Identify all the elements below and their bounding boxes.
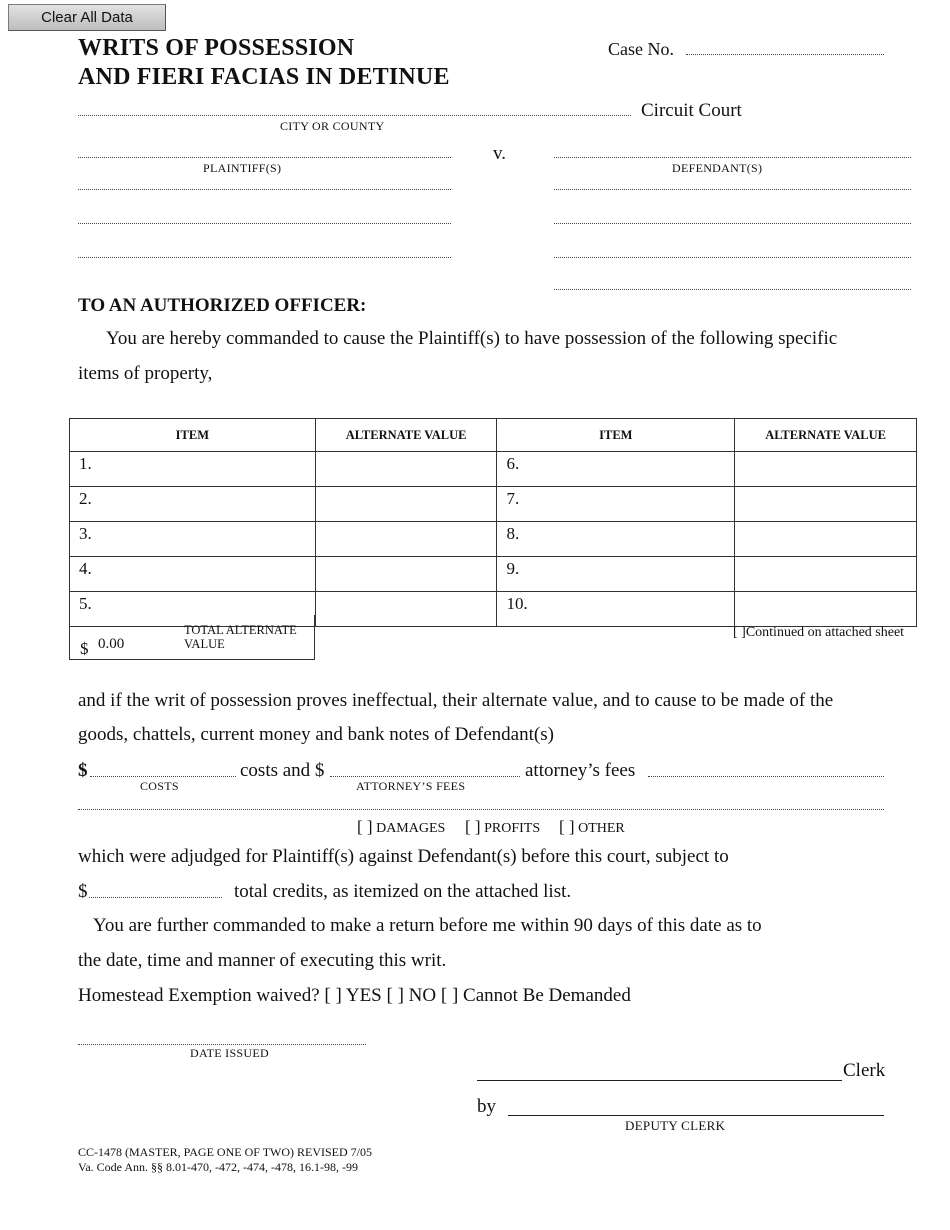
- footer-code-reference: Va. Code Ann. §§ 8.01-470, -472, -474, -478, 16.1-98, -99: [78, 1160, 358, 1174]
- homestead-yes-checkbox[interactable]: [ ]: [324, 985, 342, 1006]
- other-option: [559, 817, 625, 837]
- alternate-value-cell[interactable]: [735, 452, 917, 487]
- deputy-clerk-caption: DEPUTY CLERK: [625, 1118, 726, 1133]
- item-cell[interactable]: 2.: [70, 487, 316, 522]
- item-cell[interactable]: 6.: [497, 452, 735, 487]
- other-label: OTHER: [578, 821, 625, 836]
- item-cell[interactable]: 4.: [70, 557, 316, 592]
- by-label: by: [477, 1096, 496, 1117]
- body-line-4: which were adjudged for Plaintiff(s) against Defendant(s) before this court, subject to: [78, 846, 729, 867]
- defendant-input-2[interactable]: [554, 189, 911, 190]
- total-alternate-value-caption: [184, 623, 297, 651]
- other-checkbox[interactable]: [ ]: [559, 817, 575, 836]
- table-row: [70, 487, 917, 522]
- column-header-item: ITEM: [497, 419, 735, 452]
- item-cell[interactable]: 1.: [70, 452, 316, 487]
- alternate-value-cell[interactable]: [735, 522, 917, 557]
- defendant-input-5[interactable]: [554, 289, 911, 290]
- costs-input[interactable]: [90, 776, 236, 777]
- additional-amount-input[interactable]: [78, 809, 884, 810]
- attorneys-fees-extra-input[interactable]: [648, 776, 884, 777]
- homestead-yes-label: YES: [345, 985, 382, 1006]
- total-credits-label: total credits, as itemized on the attached list.: [234, 881, 572, 902]
- costs-caption: COSTS: [140, 779, 179, 793]
- alternate-value-cell[interactable]: [315, 522, 497, 557]
- alternate-value-cell[interactable]: [315, 452, 497, 487]
- item-cell[interactable]: 3.: [70, 522, 316, 557]
- item-cell[interactable]: 5.: [70, 592, 316, 627]
- property-items-table: [69, 418, 917, 627]
- defendant-caption: DEFENDANT(S): [672, 161, 763, 175]
- total-alternate-value[interactable]: 0.00: [98, 636, 125, 652]
- damages-option: [357, 817, 445, 837]
- body-line-2: goods, chattels, current money and bank notes of Defendant(s): [78, 724, 554, 745]
- command-paragraph-line-1: You are hereby commanded to cause the Plaintiff(s) to have possession of the following specific: [106, 328, 838, 349]
- plaintiff-input-2[interactable]: [78, 189, 451, 190]
- homestead-cannot-checkbox[interactable]: [ ]: [440, 985, 459, 1006]
- attorneys-fees-label: attorney’s fees: [525, 760, 636, 781]
- total-caption-line-2: VALUE: [184, 637, 225, 651]
- command-paragraph-line-2: items of property,: [78, 363, 213, 384]
- item-cell[interactable]: 7.: [497, 487, 735, 522]
- item-cell[interactable]: 8.: [497, 522, 735, 557]
- defendant-input-3[interactable]: [554, 223, 911, 224]
- column-header-alternate-value: ALTERNATE VALUE: [315, 419, 497, 452]
- costs-dollar-sign: $: [78, 760, 88, 781]
- item-cell[interactable]: 9.: [497, 557, 735, 592]
- alternate-value-cell[interactable]: [735, 487, 917, 522]
- alternate-value-cell[interactable]: [315, 592, 497, 627]
- alternate-value-cell[interactable]: [315, 557, 497, 592]
- form-footer: [78, 1145, 372, 1175]
- plaintiff-input-4[interactable]: [78, 257, 451, 258]
- body-line-1: and if the writ of possession proves ineffectual, their alternate value, and to cause to be made of the: [78, 690, 834, 711]
- deputy-clerk-signature-line[interactable]: [508, 1115, 884, 1116]
- form-title: [78, 34, 450, 92]
- homestead-exemption-row: [78, 984, 631, 1008]
- alternate-value-cell[interactable]: [735, 557, 917, 592]
- homestead-cannot-label: Cannot Be Demanded: [463, 985, 631, 1006]
- table-row: [70, 522, 917, 557]
- city-or-county-input[interactable]: [78, 115, 631, 116]
- homestead-no-checkbox[interactable]: [ ]: [386, 985, 404, 1006]
- plaintiff-caption: PLAINTIFF(S): [203, 161, 282, 175]
- damages-label: DAMAGES: [376, 821, 446, 836]
- column-header-item: ITEM: [70, 419, 316, 452]
- alternate-value-cell[interactable]: [315, 487, 497, 522]
- title-line-2: AND FIERI FACIAS IN DETINUE: [78, 64, 450, 90]
- case-no-label: Case No.: [608, 39, 674, 59]
- profits-option: [465, 817, 540, 837]
- credits-dollar-sign: $: [78, 881, 88, 902]
- attorney-fees-input[interactable]: [330, 776, 520, 777]
- defendant-input-1[interactable]: [554, 157, 911, 158]
- damages-checkbox[interactable]: [ ]: [357, 817, 373, 836]
- body-line-7: the date, time and manner of executing this writ.: [78, 950, 447, 971]
- attorney-fees-caption: ATTORNEY’S FEES: [356, 779, 466, 793]
- versus-label: v.: [493, 143, 507, 164]
- circuit-court-label: Circuit Court: [641, 100, 742, 121]
- clear-all-data-button[interactable]: Clear All Data: [8, 4, 166, 31]
- column-header-alternate-value: ALTERNATE VALUE: [735, 419, 917, 452]
- total-credits-input[interactable]: [89, 897, 222, 898]
- footer-form-number: CC-1478 (MASTER, PAGE ONE OF TWO) REVISED 7/05: [78, 1145, 373, 1159]
- continued-checkbox[interactable]: [ ]: [733, 625, 746, 640]
- date-issued-input[interactable]: [78, 1044, 366, 1045]
- date-issued-caption: DATE ISSUED: [190, 1046, 269, 1060]
- table-row: [70, 557, 917, 592]
- case-no-input[interactable]: [686, 54, 884, 55]
- item-cell[interactable]: 10.: [497, 592, 735, 627]
- homestead-question: Homestead Exemption waived?: [78, 985, 320, 1006]
- total-caption-line-1: TOTAL ALTERNATE: [184, 623, 297, 637]
- clerk-label: Clerk: [843, 1060, 886, 1081]
- title-line-1: WRITS OF POSSESSION: [78, 35, 355, 61]
- defendant-input-4[interactable]: [554, 257, 911, 258]
- clerk-signature-line[interactable]: [477, 1080, 842, 1081]
- total-alternate-value-box: [69, 615, 315, 660]
- body-line-6: You are further commanded to make a return before me within 90 days of this date as to: [93, 915, 762, 936]
- continued-label: Continued on attached sheet: [745, 625, 905, 640]
- authorized-officer-heading: TO AN AUTHORIZED OFFICER:: [78, 295, 367, 316]
- table-row: [70, 452, 917, 487]
- plaintiff-input-1[interactable]: [78, 157, 451, 158]
- profits-label: PROFITS: [484, 821, 541, 836]
- city-or-county-caption: CITY OR COUNTY: [280, 119, 385, 133]
- table-header-row: [70, 419, 917, 452]
- total-currency-symbol: $: [80, 639, 89, 658]
- plaintiff-input-3[interactable]: [78, 223, 451, 224]
- homestead-no-label: NO: [408, 985, 437, 1006]
- alternate-value-cell[interactable]: [735, 592, 917, 627]
- profits-checkbox[interactable]: [ ]: [465, 817, 481, 836]
- continued-on-attached-sheet: [733, 625, 904, 641]
- costs-and-label: costs and $: [240, 760, 325, 781]
